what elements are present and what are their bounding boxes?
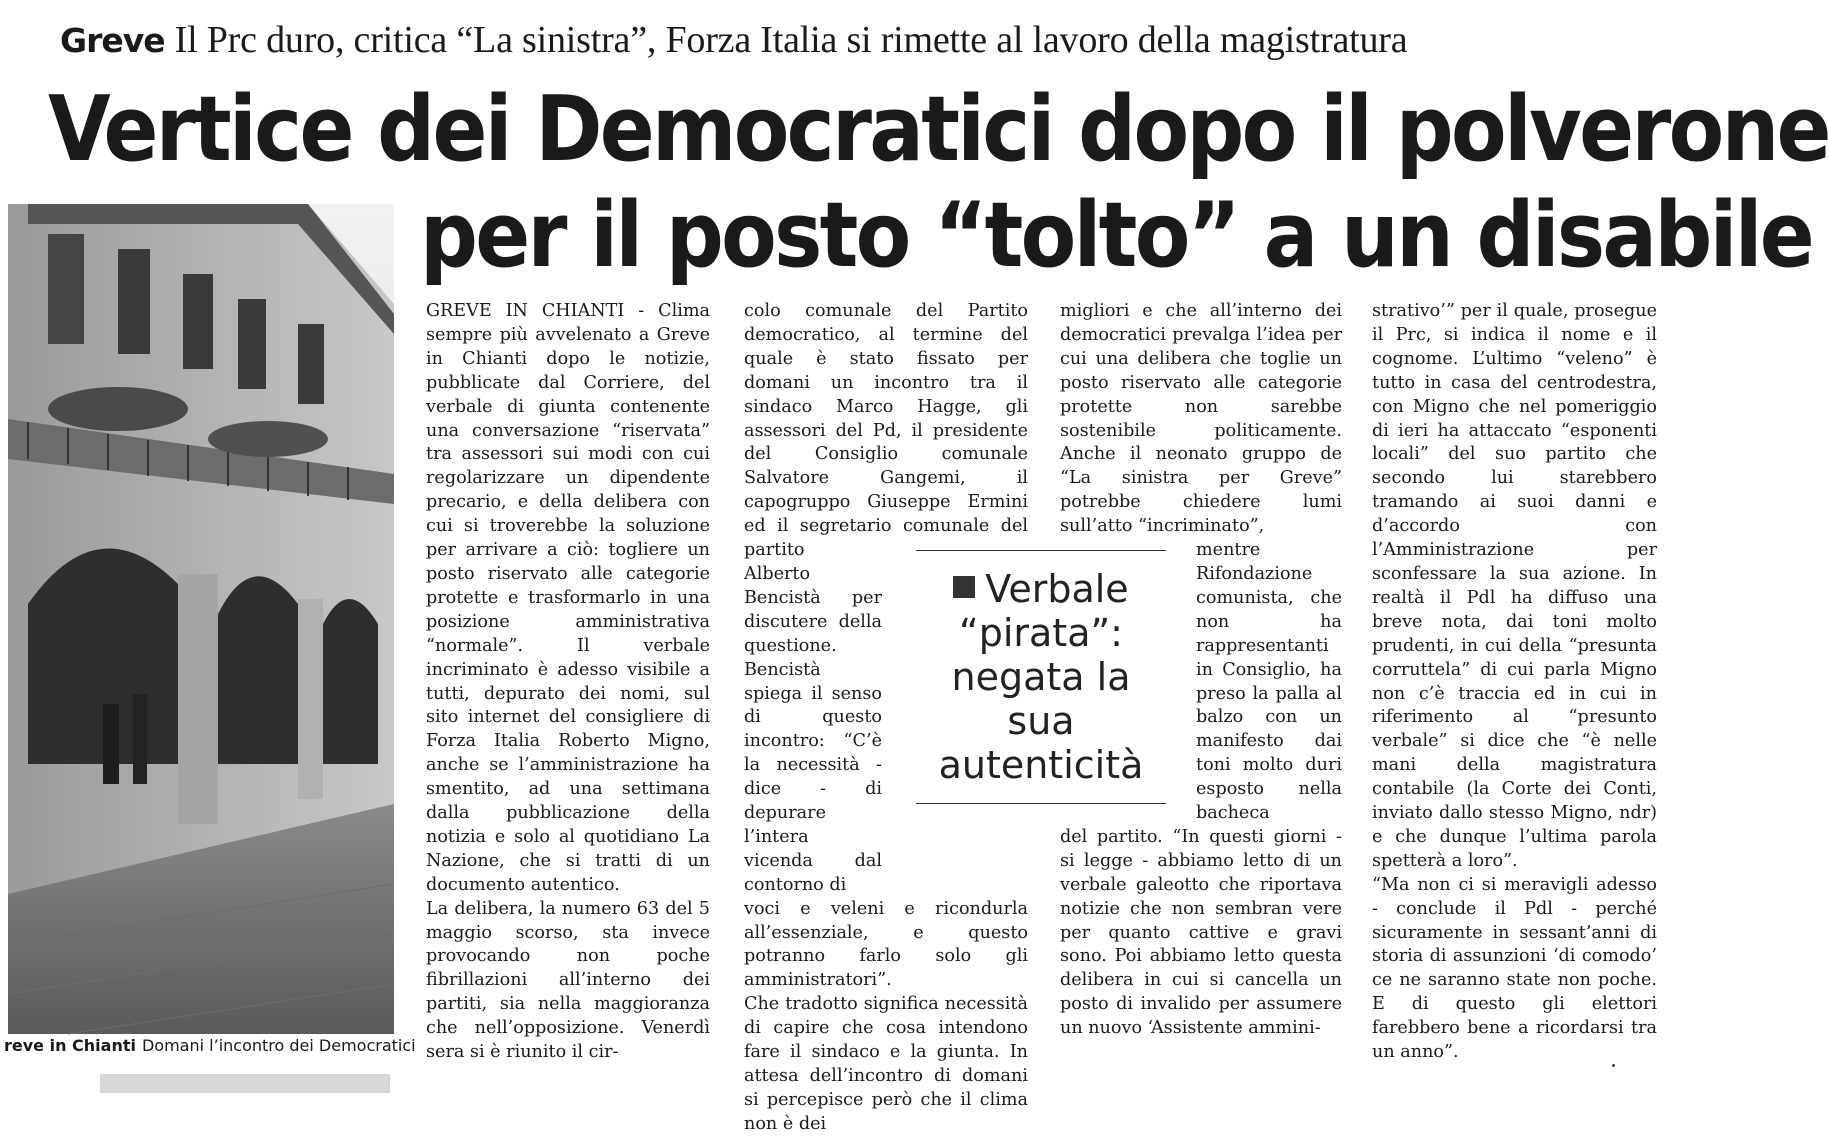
article-photo [8,204,394,1034]
headline-line-1: Vertice dei Democratici dopo il polverone [48,77,1829,182]
pull-quote-text: Verbale “pirata”: negata la sua autenticità [938,567,1144,787]
photo-caption [4,1036,416,1055]
paragraph: “Ma non ci si meravigli adesso - conclude il Pdl - perché sicuramente in sessant’anni di storia di assunzioni ‘di comodo’ ce ne saranno state non poche. E di questo gli elettori farebbero bene a ricordarsi tra un anno”. [1372,874,1657,1063]
kicker-tag: Greve [60,21,165,60]
headline-line-2: per il posto “tolto” a un disabile [420,183,1813,288]
paragraph: Che tradotto significa necessità di capire che cosa intendono fare il sindaco e la giunta. In attesa dell’incontro di domani si percepisce però che il clima non è dei [744,994,1028,1134]
paragraph: del partito. “In questi giorni - si legge - abbiamo letto di un verbale galeotto che riportava notizie che non sembran vere per quanto cattive e gravi sono. Poi abbiamo letto questa delibera in cui si cancella un posto di invalido per assumere un nuovo ‘Assistente ammini- [1060,826,1342,1039]
caption-place: reve in Chianti [4,1036,136,1055]
street-arcade-image [8,204,394,1034]
bullet-square-icon [953,576,975,598]
scan-speck [1612,1064,1615,1067]
kicker-text: Il Prc duro, critica “La sinistra”, Forza Italia si rimette al lavoro della magistratura [174,19,1408,61]
article-column-1 [426,300,710,1070]
caption-text: Domani l’incontro dei Democratici [141,1036,416,1055]
paragraph: voci e veleni e ricondurla all’essenziale, e questo potranno farlo solo gli amministratori”. [744,898,1028,991]
paragraph: strativo’” per il quale, prosegue il Prc, si indica il nome e il cognome. L’ultimo “veleno” è tutto in casa del centrodestra, con Migno che nel pomeriggio di ieri ha attaccato “esponenti locali” del suo partito che secondo lui starebbero tramando ai suoi danni e d’accordo con l’Amministrazione per sconfessare la sua azione. In realtà il Pdl ha diffuso una breve nota, dai toni molto prudenti, in cui della “presunta corruttela” di cui parla Migno non c’è traccia ed in cui in riferimento al “presunto verbale” si dice che “è nelle mani della magistratura contabile (la Corte dei Conti, inviato dallo stesso Migno, ndr) e che dunque l’ultima parola spetterà a loro”. [1372,301,1657,871]
paragraph: migliori e che all’interno dei democratici prevalga l’idea per cui una delibera che toglie un posto riservato alle categorie protette non sarebbe sostenibile politicamente. Anche il neonato gruppo de “La sinistra per Greve” potrebbe chiedere lumi sull’atto “incriminato”, [1060,301,1342,537]
kicker [60,14,1660,67]
scan-shadow [100,1074,390,1093]
paragraph: mentre Rifondazione comunista, che non ha rappresentanti in Consiglio, ha preso la palla al balzo con un manifesto dai toni molto duri esposto nella bacheca [1196,540,1342,824]
paragraph: GREVE IN CHIANTI - Clima sempre più avvelenato a Greve in Chianti dopo le notizie, pubblicate dal Corriere, del verbale di giunta contenente una conversazione “riservata” tra assessori sui modi con cui regolarizzare un dipendente precario, e della delibera con cui si troverebbe la soluzione per arrivare a ciò: togliere un posto riservato alle categorie protette e trasformarlo in una posizione amministrativa “normale”. Il verbale incriminato è adesso visibile a tutti, depurato dei nomi, sul sito internet del consigliere di Forza Italia Roberto Migno, anche se l’amministrazione ha smentito, ad una settimana dalla pubblicazione della notizia e solo al quotidiano La Nazione, che si tratti di un documento autentico. [426,301,710,895]
paragraph: Alberto Bencistà per discutere della questione. Bencistà spiega il senso di questo incontro: “C’è la necessità - dice - di depurare l’intera vicenda dal contorno di [744,563,882,895]
article-column-4 [1372,300,1657,1070]
pull-quote [916,550,1166,804]
paragraph: La delibera, la numero 63 del 5 maggio scorso, sta invece provocando non poche fibrillazioni all’interno dei partiti, sia nella maggioranza che nell’opposizione. Venerdì sera si è riunito il cir- [426,898,710,1063]
paragraph: colo comunale del Partito democratico, al termine del quale è stato fissato per domani un incontro tra il sindaco Marco Hagge, gli assessori del Pd, il presidente del Consiglio comunale Salvatore Gangemi, il capogruppo Giuseppe Ermini ed il segretario comunale del partito [744,301,1028,561]
